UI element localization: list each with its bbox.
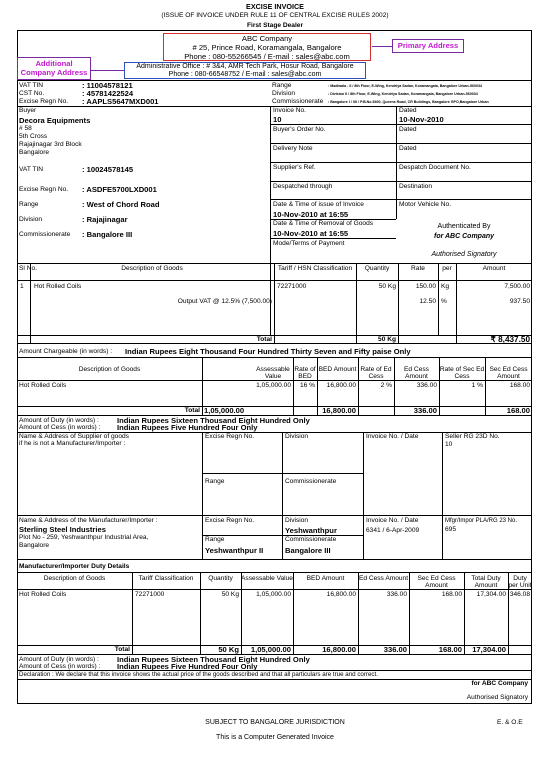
mfr-row-description: Hot Rolled Coils — [19, 591, 67, 598]
divider — [17, 559, 532, 560]
seller-commissionerate: : Bangalore I / XII / P.B.No.5400, Queens Road, CR Buildings, Bangalore GPO,Bangalore Urban — [328, 100, 489, 104]
duty-row-assessable: 1,05,000.00 — [256, 382, 291, 389]
manufacturer-name: Sterling Steel Industries — [19, 525, 106, 534]
declaration-signatory: Authorised Signatory — [466, 694, 528, 701]
manufacturer-address: Plot No - 259, Yeshwanthpur Industrial Area, — [19, 534, 149, 541]
primary-address-callout: Primary Address — [392, 39, 464, 53]
buyer-vat: : 10024578145 — [82, 165, 134, 174]
mfr-cess-words-label: Amount of Cess (in words) : — [19, 663, 101, 670]
despatch-doc-label: Despatch Document No. — [399, 164, 471, 171]
divider — [17, 589, 532, 590]
duty-row-description: Hot Rolled Coils — [19, 382, 67, 389]
removal-time-label: Date & Time of Removal of Goods — [273, 220, 374, 227]
manufacturer-range-label: Range — [205, 536, 225, 543]
for-company: for ABC Company — [433, 233, 495, 240]
col-header-rate: Rate — [411, 265, 425, 272]
duty-col-sec-rate: Rate of Sec Ed Cess — [439, 366, 485, 380]
mfr-total-total: 17,304.00 — [472, 645, 506, 654]
duty-col-description: Description of Goods — [78, 366, 141, 373]
buyer-label: Buyer — [19, 107, 37, 114]
buyer-commissionerate-label: Commissionerate — [19, 231, 71, 238]
divider — [356, 263, 357, 343]
admin-office-address: Administrative Office : # 3&4, AMR Tech Park, Hosur Road, Bangalore — [136, 63, 354, 70]
divider — [442, 432, 443, 559]
invoice-no: 10 — [273, 115, 282, 124]
divider — [274, 263, 275, 343]
supplier-ref-label: Supplier's Ref. — [273, 164, 316, 171]
buyer-division-label: Division — [19, 216, 43, 223]
despatched-through-label: Despatched through — [273, 183, 333, 190]
manufacturer-division: Yeshwanthpur — [285, 526, 337, 535]
buyer-vat-label: VAT TIN — [19, 166, 44, 173]
seller-division-label: Division — [272, 90, 296, 97]
seller-commissionerate-label: Commissionerate — [272, 98, 324, 105]
destination-label: Destination — [399, 183, 432, 190]
company-address: # 25, Prince Road, Koramangala, Bangalore — [192, 43, 342, 52]
manufacturer-pla: 695 — [445, 526, 457, 533]
supplier-invoice-label: Invoice No. / Date — [366, 433, 419, 440]
manufacturer-invoice-label: Invoice No. / Date — [366, 517, 419, 524]
manufacturer-details-label: Manufacturer/Importer Duty Details — [19, 563, 130, 570]
divider — [17, 357, 532, 358]
supplier-rg-label: Seller RG 23D No. — [445, 433, 500, 440]
divider — [17, 380, 532, 381]
seller-range: : Madiwala - II / 8th Floor, E-Wing, Kendriya Sadan, Koramangala, Bangalore Urban-560034 — [328, 84, 482, 88]
divider — [270, 124, 532, 125]
errors-omissions: E. & O.E — [497, 719, 523, 726]
duty-col-assessable: Assessable Value — [256, 366, 290, 380]
mfr-row-sec: 168.00 — [441, 591, 462, 598]
supplier-range-label: Range — [205, 478, 225, 485]
mfr-col-quantity: Quantity — [208, 575, 233, 582]
mfr-col-tariff: Tariff Classification — [138, 575, 194, 582]
divider — [270, 162, 532, 163]
col-header-description: Description of Goods — [121, 265, 183, 272]
manufacturer-commissionerate-label: Commissionerate — [285, 536, 337, 543]
divider — [282, 432, 283, 559]
buyer-commissionerate: : Bangalore III — [82, 230, 133, 239]
mfr-total-sec: 168.00 — [438, 645, 462, 654]
buyer-division: : Rajajinagar — [82, 215, 128, 224]
manufacturer-label: Name & Address of the Manufacturer/Importer : — [19, 517, 158, 524]
invoice-title: EXCISE INVOICE — [246, 2, 304, 11]
mfr-col-total: Total Duty Amount — [471, 575, 501, 589]
row-rate: 150.00 — [415, 283, 436, 290]
manufacturer-range: Yeshwanthpur II — [205, 546, 264, 555]
buyer-range-label: Range — [19, 201, 39, 208]
divider — [270, 238, 396, 239]
divider — [363, 432, 364, 559]
company-name: ABC Company — [241, 34, 293, 43]
declaration: Declaration : We declare that this invoice shows the actual price of the goods described and that all particulars are true and correct. — [19, 671, 378, 678]
cess-words: Indian Rupees Five Hundred Four Only — [117, 423, 258, 432]
duty-total-bed: 16,800.00 — [322, 406, 356, 415]
mfr-row-per-unit: 346.08 — [509, 591, 530, 598]
mfr-total-ed: 336.00 — [383, 645, 407, 654]
col-header-amount: Amount — [482, 265, 506, 272]
mfr-row-assessable: 1,05,000.00 — [256, 591, 291, 598]
mfr-total-bed: 16,800.00 — [322, 645, 356, 654]
duty-words-label: Amount of Duty (in words) : — [19, 417, 99, 424]
manufacturer-excise-label: Excise Regn No. — [205, 517, 255, 524]
manufacturer-commissionerate: Bangalore III — [285, 546, 331, 555]
goods-total-label: Total — [256, 336, 272, 343]
supplier-excise-label: Excise Regn No. — [205, 433, 255, 440]
buyer-address-line: Bangalore — [19, 149, 50, 156]
buyer-address-line: 5th Cross — [19, 133, 48, 140]
row-quantity: 50 Kg — [378, 283, 396, 290]
divider — [270, 143, 532, 144]
authorised-signatory: Authorised Signatory — [431, 251, 497, 258]
duty-row-bed-rate: 16 % — [299, 382, 315, 389]
seller-division: : Division II / 8th Floor, E-Wing, Kendriya Sadan, Koramangala, Bangalore Urban-560034 — [328, 92, 478, 96]
mfr-duty-words: Indian Rupees Sixteen Thousand Eight Hundred Only — [117, 655, 310, 664]
mfr-col-description: Description of Goods — [43, 575, 106, 582]
amount-words-label: Amount Chargeable (in words) : — [19, 348, 113, 355]
goods-total-quantity: 50 Kg — [378, 336, 396, 343]
buyer-range: : West of Chord Road — [82, 200, 160, 209]
removal-time: 10-Nov-2010 at 16:55 — [273, 229, 349, 238]
col-header-quantity: Quantity — [364, 265, 390, 272]
divider — [241, 572, 242, 654]
row-vat-per: % — [441, 298, 447, 305]
seller-cst: : 45781422524 — [82, 89, 134, 98]
mfr-total-quantity: 50 Kg — [218, 645, 239, 654]
mfr-row-quantity: 50 Kg — [221, 591, 239, 598]
duty-row-sec: 168.00 — [509, 382, 530, 389]
mfr-col-per-unit: Duty per Unit — [508, 575, 532, 589]
divider — [293, 572, 294, 654]
goods-total-amount: ₹ 8,437.50 — [490, 335, 530, 344]
authenticated-by: Authenticated By — [437, 223, 491, 230]
additional-address-callout: Additional Company Address — [17, 57, 91, 80]
seller-excise: : AAPLS5647MXD001 — [82, 97, 159, 106]
dealer-type: First Stage Dealer — [246, 22, 304, 29]
divider — [270, 199, 532, 200]
divider — [409, 572, 410, 654]
supplier-division-label: Division — [285, 433, 309, 440]
row-amount: 7,500.00 — [504, 283, 530, 290]
buyer-name: Decora Equipments — [19, 116, 91, 125]
duty-total-ed: 336.00 — [413, 406, 437, 415]
mfr-total-label: Total — [114, 646, 130, 653]
duty-col-sec-amount: Sec Ed Cess Amount — [489, 366, 528, 380]
payment-terms-label: Mode/Terms of Payment — [273, 240, 345, 247]
divider — [464, 572, 465, 654]
duty-row-ed-rate: 2 % — [380, 382, 392, 389]
mfr-col-assessable: Assessable Value — [241, 575, 293, 582]
mfr-row-tariff: 72271000 — [135, 591, 165, 598]
buyer-address-line: Rajajinagar 3rd Block — [19, 141, 82, 148]
delivery-note-label: Delivery Note — [273, 145, 313, 152]
divider — [202, 473, 363, 474]
amount-words: Indian Rupees Eight Thousand Four Hundred Thirty Seven and Fifty paise Only — [125, 347, 411, 356]
invoice-no-label: Invoice No. — [273, 107, 306, 114]
mfr-row-bed: 16,800.00 — [326, 591, 356, 598]
divider — [17, 515, 532, 516]
divider — [438, 263, 439, 335]
cess-words-label: Amount of Cess (in words) : — [19, 424, 101, 431]
buyer-address-line: # 58 — [19, 125, 32, 132]
duty-row-ed: 336.00 — [416, 382, 437, 389]
row-tariff: 72271000 — [277, 283, 307, 290]
admin-office-contact: Phone : 080-66548752 / E-mail : sales@abc.com — [168, 71, 322, 78]
buyer-order-label: Buyer's Order No. — [273, 126, 326, 133]
issue-time-label: Date & Time of issue of Invoice — [273, 201, 364, 208]
mfr-duty-words-label: Amount of Duty (in words) : — [19, 656, 99, 663]
supplier-rg: 10 — [445, 441, 453, 448]
seller-excise-label: Excise Regn No. — [19, 98, 69, 105]
duty-words: Indian Rupees Sixteen Thousand Eight Hundred Only — [117, 416, 310, 425]
seller-vat-label: VAT TIN — [19, 82, 44, 89]
order-dated-label: Dated — [399, 126, 417, 133]
col-header-per: per — [442, 265, 452, 272]
duty-total-sec: 168.00 — [506, 406, 530, 415]
divider — [132, 572, 133, 654]
invoice-dated: 10-Nov-2010 — [399, 115, 444, 124]
seller-vat: : 11004578121 — [82, 81, 133, 90]
duty-col-ed-rate: Rate of Ed Cess — [360, 366, 392, 380]
duty-col-bed-rate: Rate of BED — [294, 366, 316, 380]
supplier-commissionerate-label: Commissionerate — [285, 478, 337, 485]
row-vat-amount: 937.50 — [509, 298, 530, 305]
primary-arrow — [372, 46, 392, 47]
manufacturer-invoice: 6341 / 6-Apr-2009 — [366, 527, 420, 534]
divider — [202, 432, 203, 559]
vehicle-no-label: Motor Vehicle No. — [399, 201, 452, 208]
computer-generated-note: This is a Computer Generated Invoice — [216, 734, 334, 741]
row-per: Kg — [441, 283, 450, 290]
col-header-sl: Sl No. — [19, 265, 37, 272]
duty-row-bed: 16,800.00 — [326, 382, 356, 389]
row-sl: 1 — [20, 283, 24, 290]
additional-arrow — [90, 70, 124, 71]
issue-time: 10-Nov-2010 at 16:55 — [273, 210, 349, 219]
buyer-excise: : ASDFE5700LXD001 — [82, 185, 157, 194]
mfr-col-bed: BED Amount — [306, 575, 345, 582]
duty-col-bed-amount: BED Amount — [318, 366, 357, 373]
row-vat-rate: 12.50 — [419, 298, 436, 305]
invoice-subtitle: (ISSUE OF INVOICE UNDER RULE 11 OF CENTRAL EXCISE RULES 2002) — [161, 12, 389, 19]
divider — [358, 572, 359, 654]
manufacturer-address: Bangalore — [19, 542, 50, 549]
mfr-cess-words: Indian Rupees Five Hundred Four Only — [117, 662, 258, 671]
mfr-col-ed: Ed Cess Amount — [358, 575, 409, 582]
supplier-label: Name & Address of Supplier of goods — [19, 433, 129, 440]
seller-cst-label: CST No. — [19, 90, 45, 97]
delivery-dated-label: Dated — [399, 145, 417, 152]
supplier-label-2: if he is not a Manufacturer/Importer : — [19, 440, 126, 447]
seller-range-label: Range — [272, 82, 292, 89]
divider — [200, 572, 201, 654]
jurisdiction: SUBJECT TO BANGALORE JURISDICTION — [205, 719, 345, 726]
company-contact: Phone : 080-55266545 / E-mail : sales@abc.com — [184, 52, 350, 61]
mfr-total-assessable: 1,05,000.00 — [250, 645, 291, 654]
duty-total-assessable: 1,05,000.00 — [204, 406, 245, 415]
duty-col-ed-amount: Ed Cess Amount — [404, 366, 429, 380]
col-header-tariff: Tariff / HSN Classification — [277, 265, 353, 272]
divider — [17, 343, 532, 344]
duty-row-sec-rate: 1 % — [471, 382, 483, 389]
duty-total-label: Total — [184, 407, 200, 414]
invoice-dated-label: Dated — [399, 107, 417, 114]
divider — [202, 535, 363, 536]
mfr-col-sec: Sec Ed Cess Amount — [417, 575, 456, 589]
divider — [508, 572, 509, 654]
divider — [17, 572, 532, 573]
buyer-excise-label: Excise Regn No. — [19, 186, 69, 193]
declaration-for-company: for ABC Company — [471, 680, 528, 687]
divider — [270, 181, 532, 182]
manufacturer-division-label: Division — [285, 517, 309, 524]
mfr-row-total: 17,304.00 — [476, 591, 506, 598]
mfr-row-ed: 336.00 — [386, 591, 407, 598]
row-vat-description: Output VAT @ 12.5% (7,500.00) — [177, 298, 272, 305]
manufacturer-pla-label: Mfgr/Impor PLA/RG 23 No. — [445, 518, 518, 524]
row-description: Hot Rolled Coils — [34, 283, 82, 290]
